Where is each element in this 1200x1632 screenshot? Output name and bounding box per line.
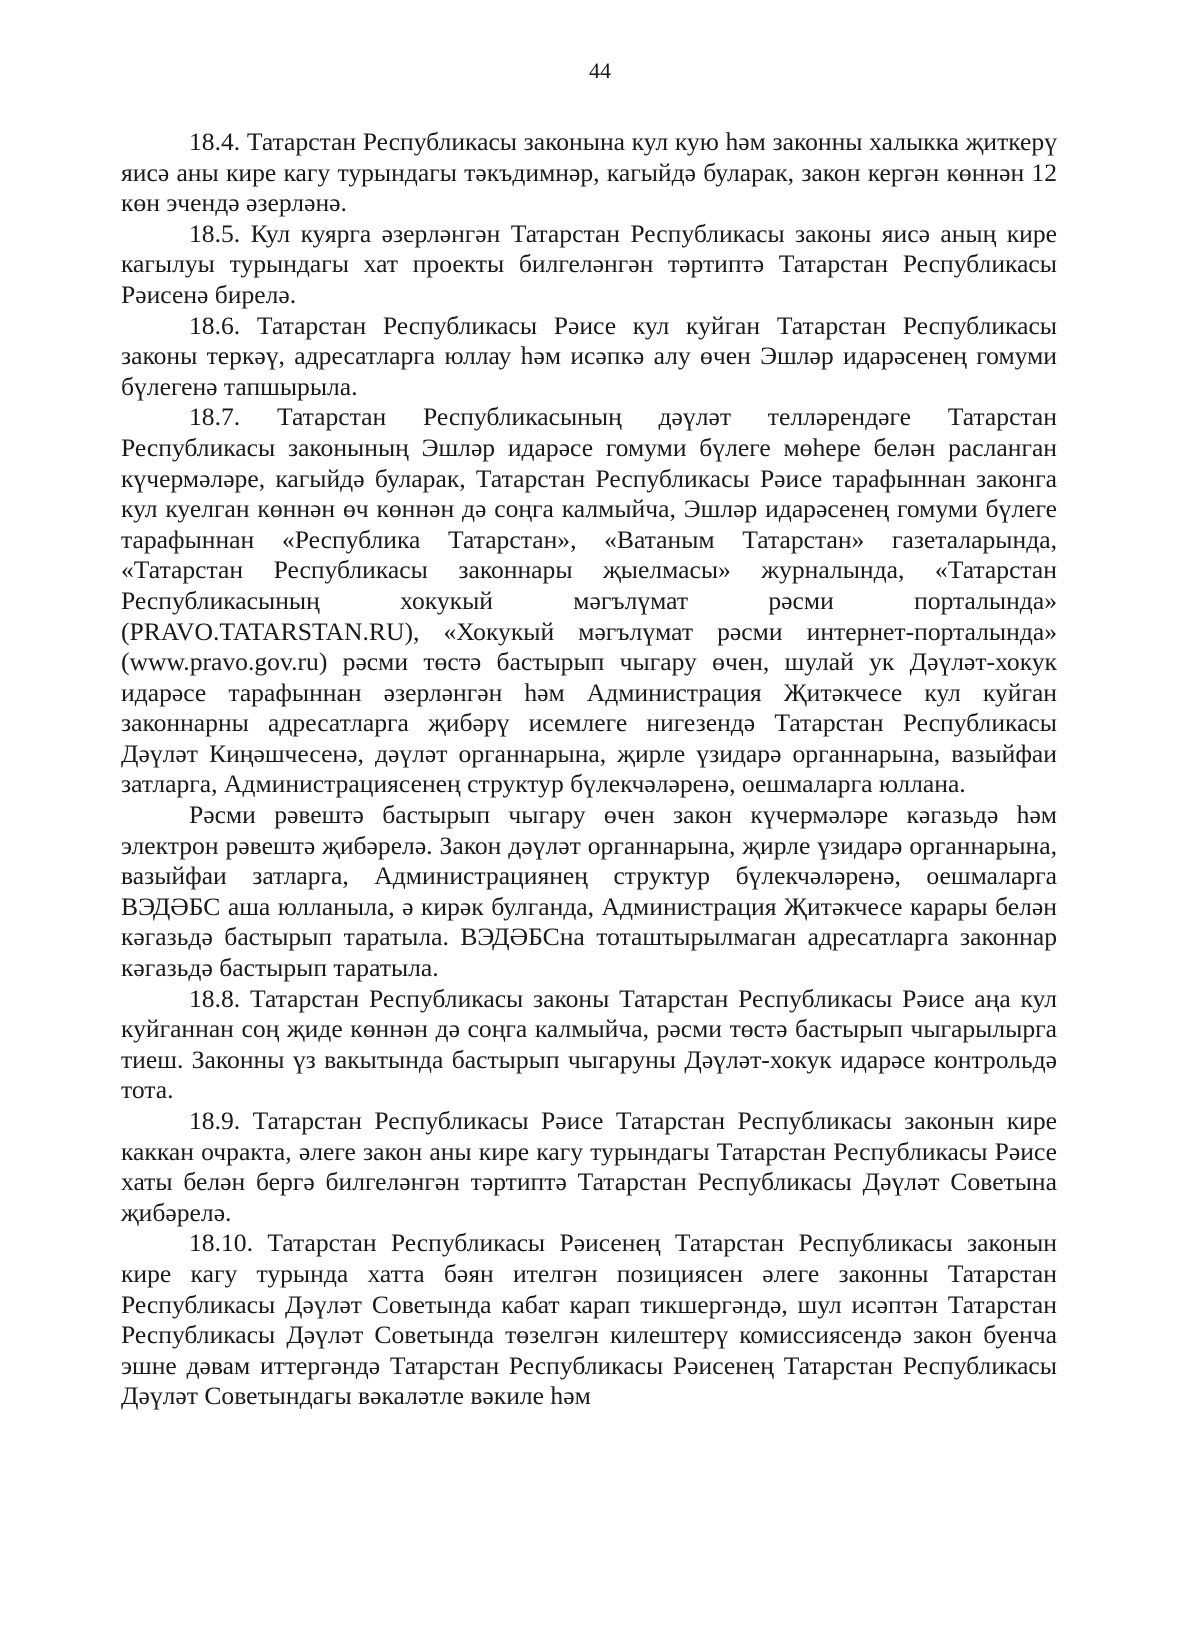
paragraph-official-publication: Рәсми рәвештә бастырып чыгару өчен закон күчермәләре кәгазьдә һәм электрон рәвештә җибәрелә. Закон дәүләт органнарына, җирле үзидарә органнарына, вазыйфаи затларга, Администрациянең структур бүлекчәләренә, оешмаларга ВЭДӘБС аша юлланыла, ә кирәк булганда, Администрация Җитәкчесе карары белән кәгазьдә бастырып таратыла. ВЭДӘБСна тоташтырылмаган адресатларга законнар кәгазьдә бастырып таратыла. [121,800,1057,983]
paragraph-18-9: 18.9. Татарстан Республикасы Рәисе Татарстан Республикасы законын кире каккан очракта, әлеге закон аны кире кагу турындагы Татарстан Республикасы Рәисе хаты белән бергә билгеләнгән тәртиптә Татарстан Республикасы Дәүләт Советына җибәрелә. [121,1106,1057,1227]
paragraph-18-8: 18.8. Татарстан Республикасы законы Татарстан Республикасы Рәисе аңа кул куйганнан соң җиде көннән дә соңга калмыйча, рәсми төстә бастырып чыгарылырга тиеш. Законны үз вакытында бастырып чыгаруны Дәүләт-хокук идарәсе контрольдә тота. [121,983,1057,1105]
document-body [121,127,1057,1412]
paragraph-18-4: 18.4. Татарстан Республикасы законына кул кую һәм законны халыкка җиткерү яисә аны кире кагу турындагы тәкъдимнәр, кагыйдә буларак, закон кергән көннән 12 көн эчендә әзерләнә. [121,127,1057,218]
paragraph-18-6: 18.6. Татарстан Республикасы Рәисе кул куйган Татарстан Республикасы законы теркәү, адресатларга юллау һәм исәпкә алу өчен Эшләр идарәсенең гомуми бүлегенә тапшырыла. [121,310,1057,401]
page-number: 44 [589,58,611,83]
paragraph-18-5: 18.5. Кул куярга әзерләнгән Татарстан Республикасы законы яисә аның кире кагылуы турындагы хат проекты билгеләнгән тәртиптә Татарстан Республикасы Рәисенә бирелә. [121,218,1057,309]
paragraph-18-10: 18.10. Татарстан Республикасы Рәисенең Татарстан Республикасы законын кире кагу турында хатта бәян ителгән позициясен әлеге законны Татарстан Республикасы Дәүләт Советында кабат карап тикшергәндә, шул исәптән Татарстан Республикасы Дәүләт Советында төзелгән килештерү комиссиясендә закон буенча эшне дәвам иттергәндә Татарстан Республикасы Рәисенең Татарстан Республикасы Дәүләт Советындагы вәкаләтле вәкиле һәм [121,1228,1057,1411]
paragraph-18-7: 18.7. Татарстан Республикасының дәүләт телләрендәге Татарстан Республикасы законының Эшләр идарәсе гомуми бүлеге мөһере белән расланган күчермәләре, кагыйдә буларак, Татарстан Республикасы Рәисе тарафыннан законга кул куелган көннән өч көннән дә соңга калмыйча, Эшләр идарәсенең гомуми бүлеге тарафыннан «Республика Татарстан», «Ватаным Татарстан» газеталарында, «Татарстан Республикасы законнары җыелмасы» журналында, «Татарстан Республикасының хокукый мәгълүмат рәсми порталында» (PRAVO.TATARSTAN.RU), «Хокукый мәгълүмат рәсми интернет-порталында» (www.pravo.gov.ru) рәсми төстә бастырып чыгару өчен, шулай ук Дәүләт-хокук идарәсе тарафыннан әзерләнгән һәм Администрация Җитәкчесе кул куйган законнарны адресатларга җибәрү исемлеге нигезендә Татарстан Республикасы Дәүләт Киңәшчесенә, дәүләт органнарына, җирле үзидарә органнарына, вазыйфаи затларга, Администрациясенең структур бүлекчәләренә, оешмаларга юллана. [121,402,1057,799]
